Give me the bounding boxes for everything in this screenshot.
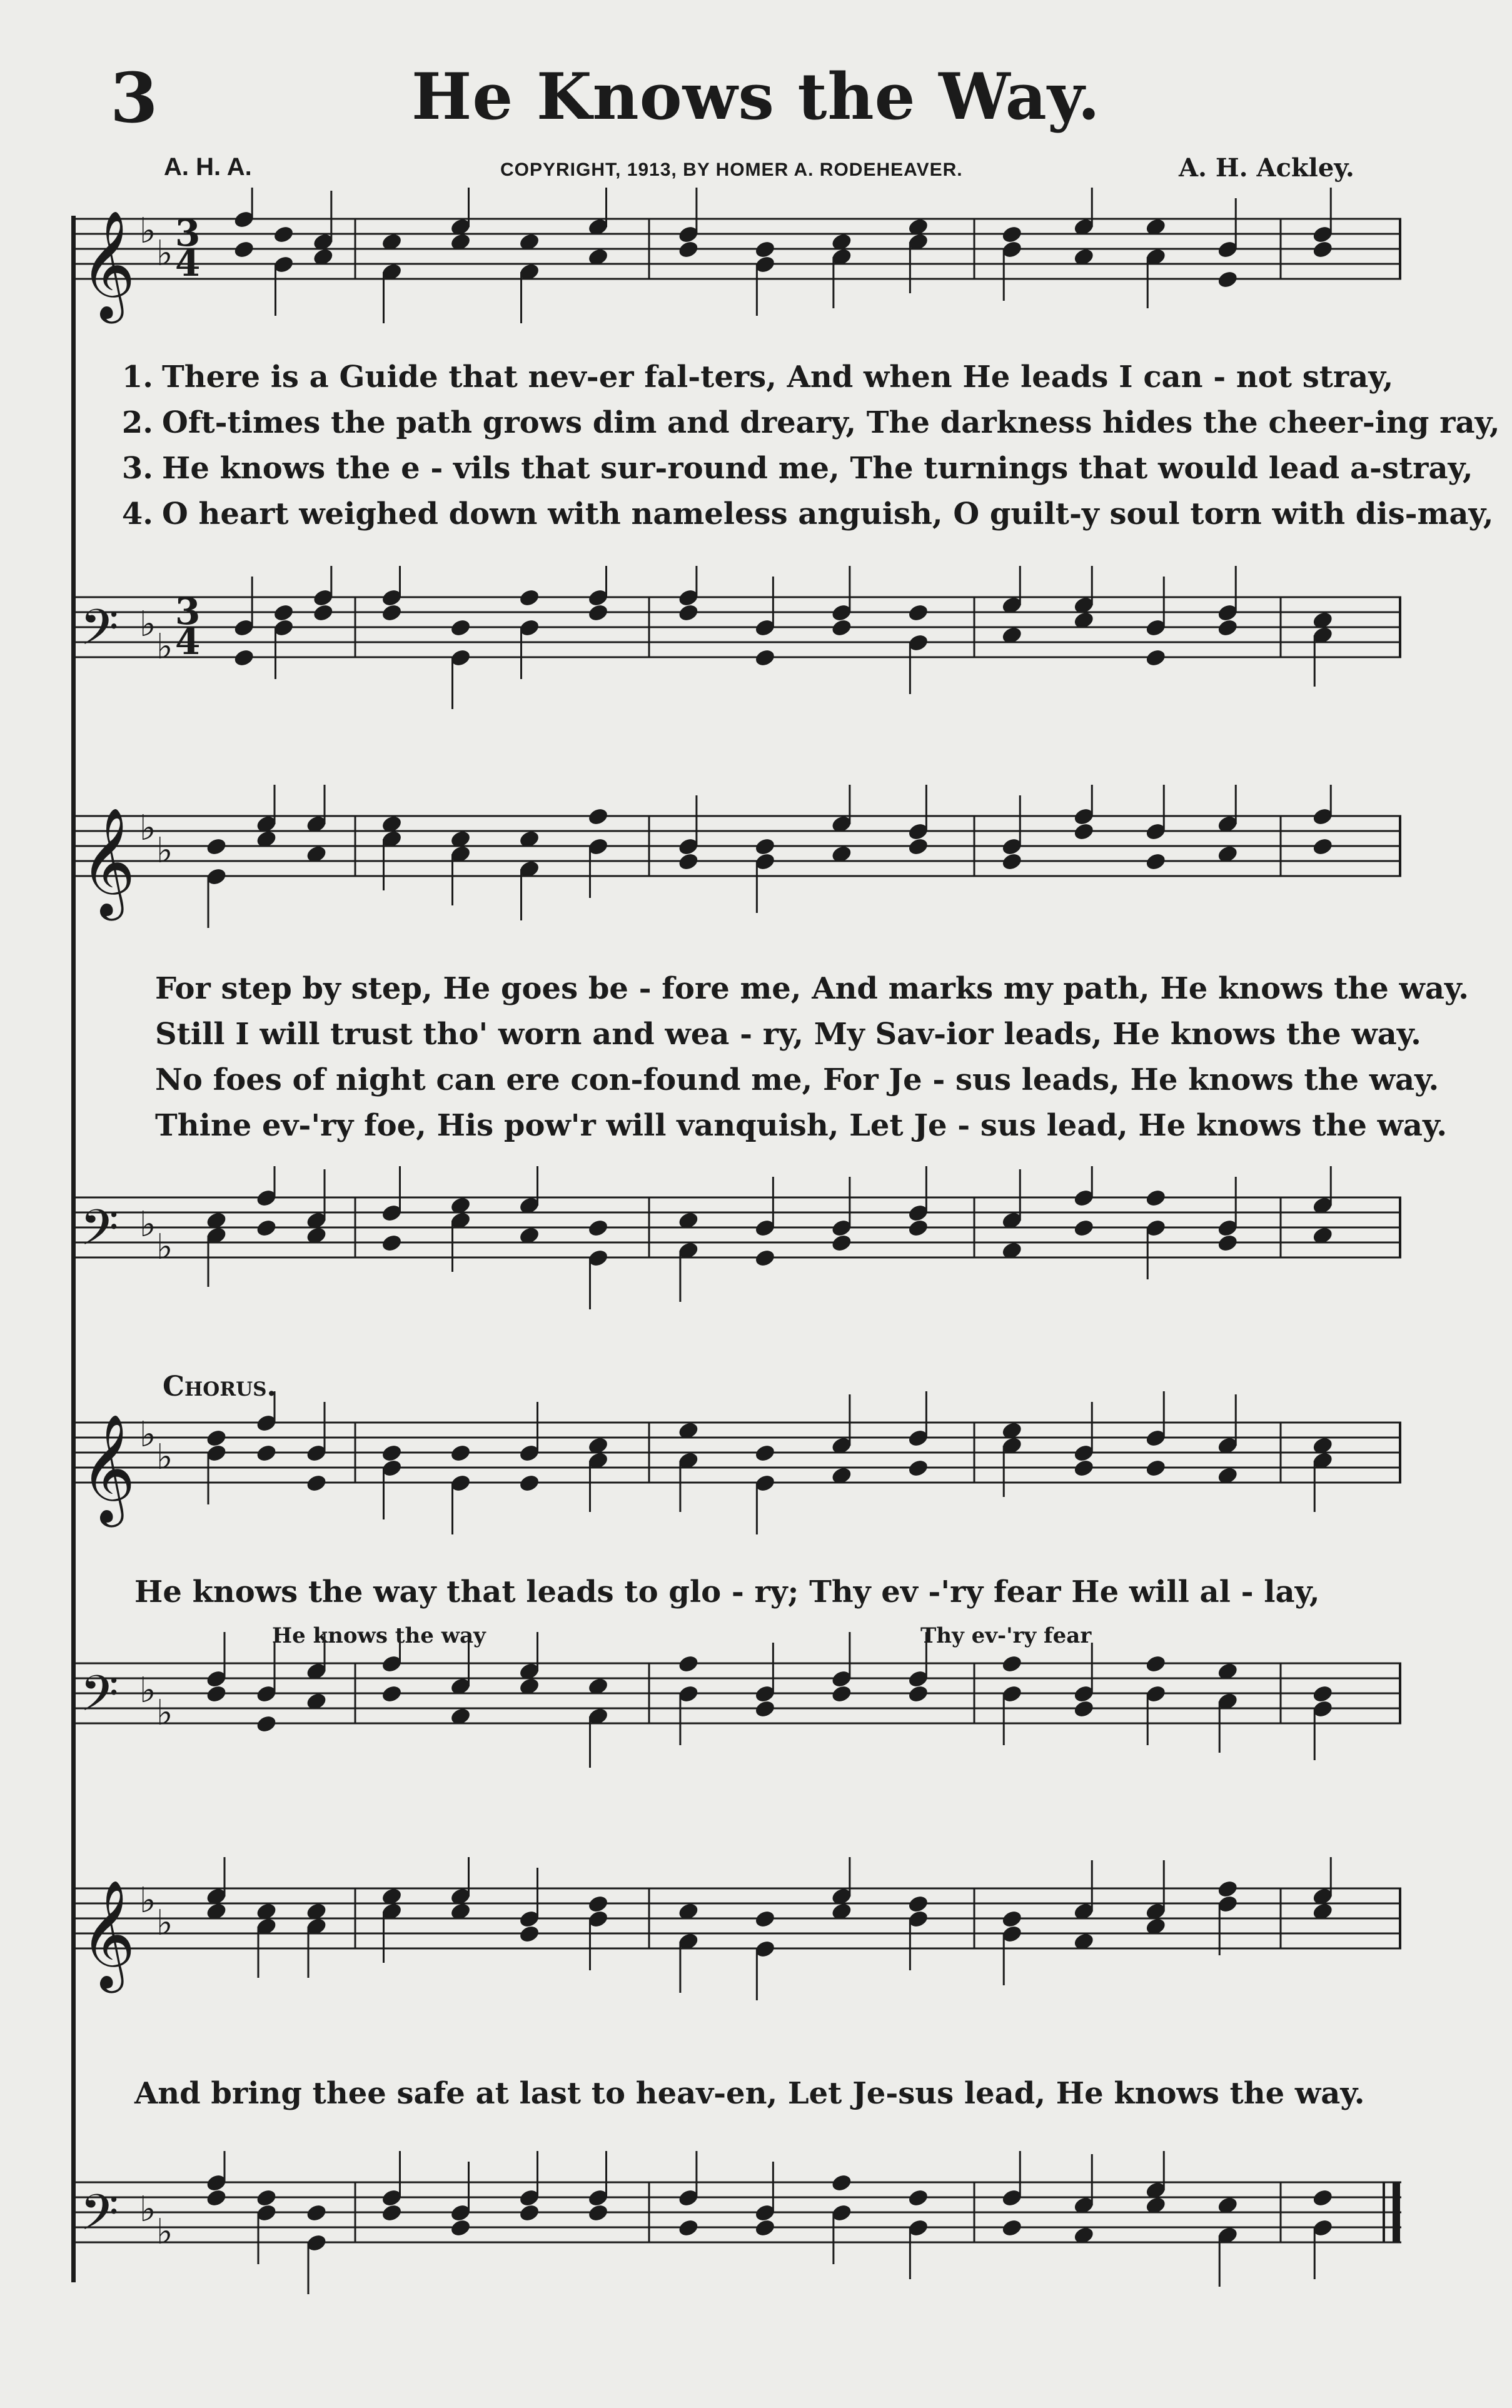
verse-line-4: 4. O heart weighed down with nameless anguish, O guilt-y soul torn with dis-may, — [121, 496, 1494, 531]
treble-clef-icon: 𝄞 — [80, 1880, 136, 1988]
composer-credit: A. H. Ackley. — [1179, 153, 1354, 183]
treble-staff-drawing — [74, 188, 1403, 350]
system-4-bass-staff — [74, 2151, 1403, 2314]
refrain-line-4: Thine ev-'ry foe, His pow'r will vanquish, Let Je - sus lead, He knows the way. — [155, 1108, 1448, 1143]
flat-icon: ♭ — [139, 1880, 156, 1921]
note-head — [907, 2188, 929, 2209]
note-head — [907, 837, 929, 857]
flat-icon: ♭ — [156, 233, 173, 274]
refrain-line-3: No foes of night can ere con-found me, For Je - sus leads, He knows the way. — [155, 1062, 1439, 1097]
note-head — [753, 1699, 776, 1720]
flat-icon: ♭ — [139, 1670, 156, 1711]
note-head — [907, 1684, 929, 1705]
chorus-line-1: He knows the way that leads to glo - ry; Thy ev -'ry fear He will al - lay, — [134, 1574, 1320, 1610]
bass-staff-drawing — [74, 1632, 1403, 1795]
system-1-treble-staff — [74, 188, 1403, 350]
bass-clef-icon: 𝄢 — [80, 598, 119, 668]
note-head — [1311, 239, 1334, 260]
note-head — [587, 2203, 609, 2224]
note-head — [1144, 648, 1167, 668]
chorus-echo-1: He knows the way — [272, 1623, 486, 1648]
flat-icon: ♭ — [139, 604, 156, 645]
note-head — [830, 1233, 853, 1254]
flat-icon: ♭ — [156, 627, 173, 667]
treble-staff-drawing — [74, 785, 1403, 947]
note-head — [449, 1443, 471, 1464]
note-head — [830, 618, 853, 638]
system-3-treble-staff — [74, 1391, 1403, 1554]
refrain-line-2: Still I will trust tho' worn and wea - ry, My Sav-ior leads, He knows the way. — [155, 1017, 1421, 1052]
treble-clef-icon: 𝄞 — [80, 807, 136, 916]
note-head — [305, 1473, 328, 1494]
note-head — [587, 807, 609, 827]
flat-icon: ♭ — [156, 2212, 173, 2252]
note-head — [255, 2188, 278, 2209]
note-head — [1000, 852, 1023, 872]
note-head — [907, 1894, 929, 1915]
note-head — [380, 1684, 403, 1705]
note-head — [830, 2173, 853, 2194]
note-head — [1000, 224, 1023, 245]
hymn-number: 3 — [110, 58, 158, 138]
time-signature-digit: 3 — [175, 212, 201, 255]
treble-staff-drawing — [74, 1857, 1403, 2020]
note-head — [1000, 2218, 1023, 2239]
note-head — [1000, 1909, 1023, 1930]
note-head — [233, 648, 255, 668]
note-head — [380, 1233, 403, 1254]
note-head — [312, 603, 335, 623]
note-head — [587, 603, 609, 623]
note-head — [518, 2203, 540, 2224]
treble-staff-drawing — [74, 1391, 1403, 1554]
note-head — [1072, 1699, 1095, 1720]
treble-clef-icon: 𝄞 — [80, 210, 136, 319]
system-2-treble-staff — [74, 785, 1403, 947]
chorus-label: Chorus. — [163, 1371, 276, 1403]
note-head — [677, 2218, 700, 2239]
chorus-echo-2: Thy ev-'ry fear — [920, 1623, 1092, 1648]
note-head — [380, 2203, 403, 2224]
note-head — [1216, 270, 1239, 290]
note-head — [587, 1218, 609, 1239]
note-head — [907, 1458, 929, 1479]
note-head — [233, 239, 255, 260]
bass-clef-icon: 𝄢 — [80, 1199, 119, 1269]
copyright-notice: COPYRIGHT, 1913, BY HOMER A. RODEHEAVER. — [500, 159, 963, 180]
note-head — [205, 1428, 228, 1449]
flat-icon: ♭ — [156, 1903, 173, 1943]
system-3-bass-staff — [74, 1632, 1403, 1795]
note-head — [255, 1218, 278, 1239]
system-bracket — [71, 216, 76, 2282]
note-head — [1216, 1233, 1239, 1254]
note-head — [907, 1218, 929, 1239]
note-head — [518, 1473, 540, 1494]
time-signature-digit: 4 — [175, 620, 201, 663]
verse-line-1: 1. There is a Guide that nev-er fal-ters, And when He leads I can - not stray, — [121, 360, 1394, 395]
note-head — [518, 1924, 540, 1945]
note-head — [205, 2188, 228, 2209]
note-head — [449, 618, 471, 638]
note-head — [449, 2218, 471, 2239]
note-head — [380, 603, 403, 623]
flat-icon: ♭ — [139, 1414, 156, 1455]
bass-staff-drawing — [74, 2151, 1403, 2314]
note-head — [753, 239, 776, 260]
flat-icon: ♭ — [139, 1204, 156, 1245]
bass-clef-icon: 𝄢 — [80, 2184, 119, 2254]
note-head — [753, 2218, 776, 2239]
note-head — [1072, 1218, 1095, 1239]
bass-clef-icon: 𝄢 — [80, 1665, 119, 1735]
note-head — [677, 852, 700, 872]
flat-icon: ♭ — [139, 2189, 156, 2230]
verse-block — [116, 355, 1500, 537]
refrain-line-1: For step by step, He goes be - fore me, And marks my path, He knows the way. — [155, 971, 1469, 1006]
flat-icon: ♭ — [156, 1437, 173, 1478]
note-head — [1144, 852, 1167, 872]
note-head — [255, 1714, 278, 1735]
time-signature-digit: 4 — [175, 242, 201, 285]
note-head — [677, 1654, 700, 1675]
note-head — [753, 1909, 776, 1930]
system-2-bass-staff — [74, 1166, 1403, 1329]
flat-icon: ♭ — [156, 1693, 173, 1733]
note-head — [677, 239, 700, 260]
note-head — [205, 837, 228, 857]
flat-icon: ♭ — [139, 808, 156, 849]
note-head — [518, 588, 540, 608]
note-head — [272, 603, 295, 623]
note-head — [1311, 1684, 1334, 1705]
note-head — [753, 1248, 776, 1269]
flat-icon: ♭ — [156, 1227, 173, 1267]
lyricist-credit: A. H. A. — [164, 153, 252, 181]
note-head — [255, 1443, 278, 1464]
note-head — [380, 1443, 403, 1464]
verse-line-3: 3. He knows the e - vils that sur-round me, The turnings that would lead a-stray, — [121, 451, 1473, 486]
system-1-bass-staff — [74, 566, 1403, 728]
note-head — [1144, 1188, 1167, 1209]
note-head — [205, 1684, 228, 1705]
bass-staff-drawing — [74, 1166, 1403, 1329]
note-head — [1311, 2188, 1334, 2209]
note-head — [1216, 1879, 1239, 1900]
note-head — [907, 603, 929, 623]
note-head — [1072, 822, 1095, 842]
note-head — [753, 648, 776, 668]
note-head — [1072, 1458, 1095, 1479]
note-head — [1144, 1654, 1167, 1675]
note-head — [272, 224, 295, 245]
chorus-line-2: And bring thee safe at last to heav-en, Let Je-sus lead, He knows the way. — [134, 2076, 1365, 2111]
flat-icon: ♭ — [156, 830, 173, 871]
time-signature-digit: 3 — [175, 590, 201, 633]
note-head — [753, 837, 776, 857]
system-4-treble-staff — [74, 1857, 1403, 2020]
note-head — [1216, 618, 1239, 638]
hymn-title: He Knows the Way. — [411, 59, 1101, 134]
bass-staff-drawing — [74, 566, 1403, 728]
note-head — [1144, 1458, 1167, 1479]
note-head — [753, 1443, 776, 1464]
verse-line-2: 2. Oft-times the path grows dim and dreary, The darkness hides the cheer-ing ray, — [121, 405, 1500, 440]
treble-clef-icon: 𝄞 — [80, 1414, 136, 1523]
note-head — [677, 603, 700, 623]
refrain-block — [155, 966, 1469, 1149]
note-head — [830, 1684, 853, 1705]
note-head — [1311, 837, 1334, 857]
flat-icon: ♭ — [139, 211, 156, 251]
note-head — [305, 2203, 328, 2224]
note-head — [1000, 1654, 1023, 1675]
note-head — [587, 1894, 609, 1915]
